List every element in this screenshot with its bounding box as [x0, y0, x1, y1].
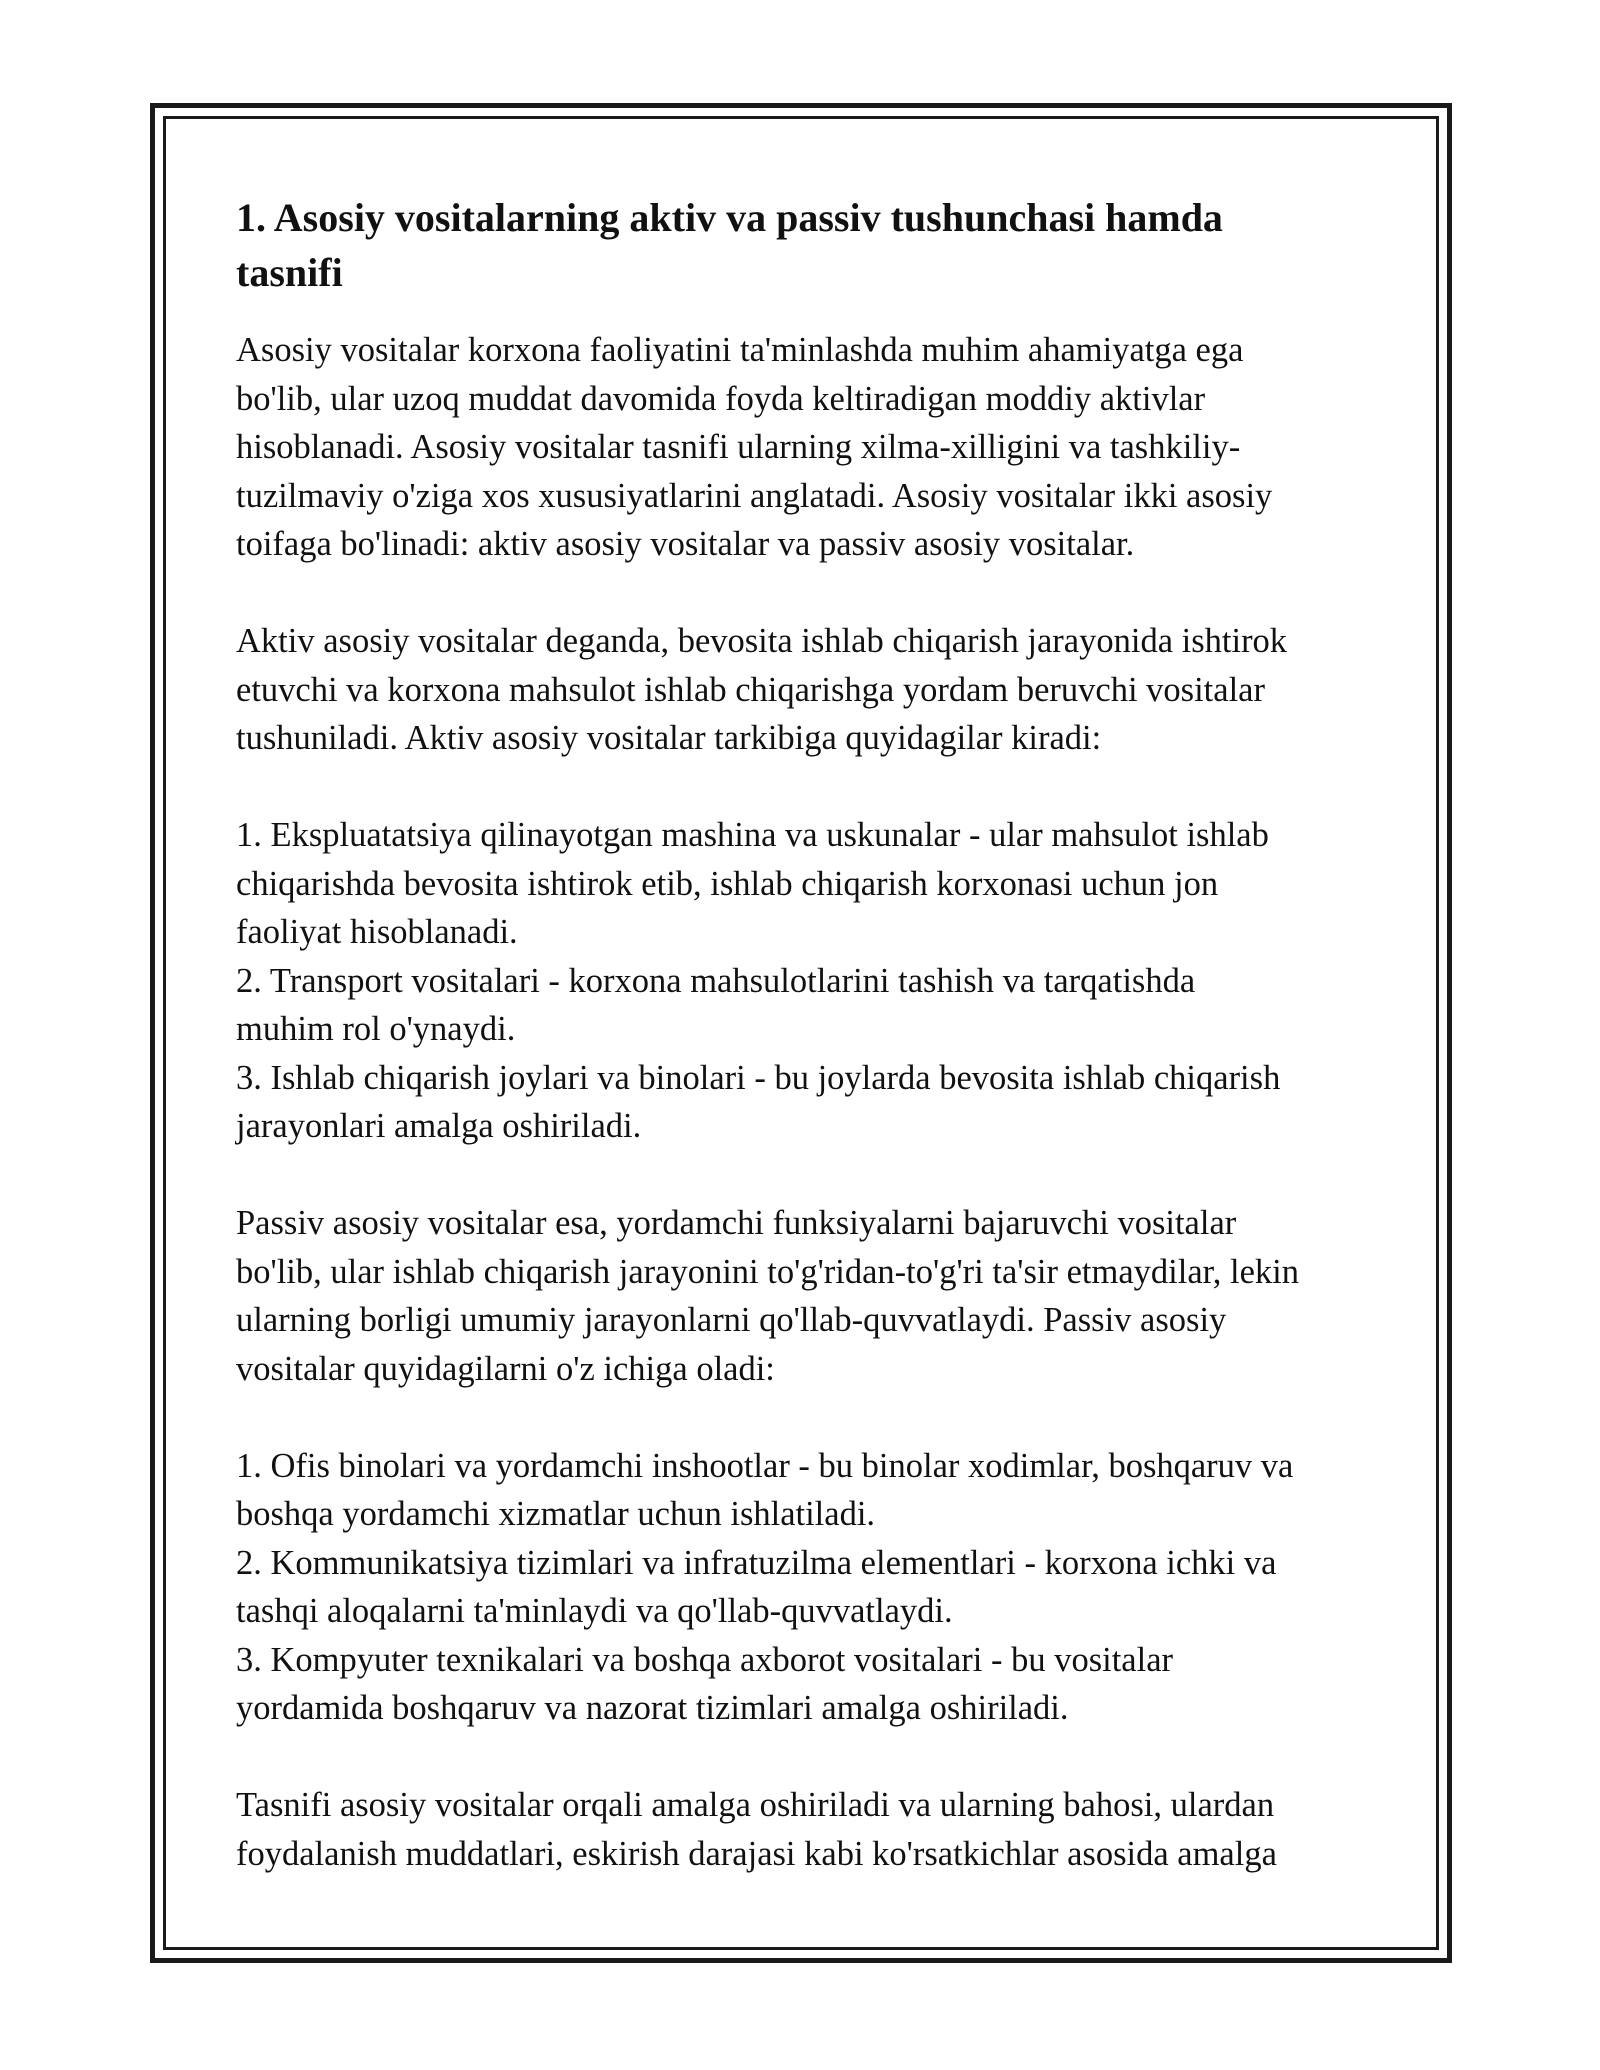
document-body: [236, 190, 1386, 1878]
section-heading: 1. Asosiy vositalarning aktiv va passiv tushunchasi hamda tasnifi: [236, 195, 1223, 295]
paragraph-passive-assets: Passiv asosiy vositalar esa, yordamchi funksiyalarni bajaruvchi vositalar bo'lib, ular ishlab chiqarish jarayonini to'g'ridan-to'g'ri ta'sir etmaydilar, lekin ularning borligi umumiy jarayonlarni qo'llab-quvvatlaydi. Passiv asosiy vositalar quyidagilarni o'z ichiga oladi:: [236, 1204, 1299, 1388]
list-active-assets: 1. Ekspluatatsiya qilinayotgan mashina va uskunalar - ular mahsulot ishlab chiqarishda bevosita ishtirok etib, ishlab chiqarish korxonasi uchun jon faoliyat hisoblanadi. 2. Transport vositalari - korxona mahsulotlarini tashish va tarqatishda muhim rol o'ynaydi. 3. Ishlab chiqarish joylari va binolari - bu joylarda bevosita ishlab chiqarish jarayonlari amalga oshiriladi.: [236, 816, 1281, 1145]
paragraph-classification: Tasnifi asosiy vositalar orqali amalga oshiriladi va ularning bahosi, ulardan foydalanish muddatlari, eskirish darajasi kabi ko'rsatkichlar asosida amalga: [236, 1786, 1277, 1873]
list-passive-assets: 1. Ofis binolari va yordamchi inshootlar - bu binolar xodimlar, boshqaruv va boshqa yordamchi xizmatlar uchun ishlatiladi. 2. Kommunikatsiya tizimlari va infratuzilma elementlari - korxona ichki va tashqi aloqalarni ta'minlaydi va qo'llab-quvvatlaydi. 3. Kompyuter texnikalari va boshqa axborot vositalari - bu vositalar yordamida boshqaruv va nazorat tizimlari amalga oshiriladi.: [236, 1446, 1294, 1727]
paragraph-intro: Asosiy vositalar korxona faoliyatini ta'minlashda muhim ahamiyatga ega bo'lib, ular uzoq muddat davomida foyda keltiradigan moddiy aktivlar hisoblanadi. Asosiy vositalar tasnifi ularning xilma-xilligini va tashkiliy- tuzilmaviy o'ziga xos xususiyatlarini anglatadi. Asosiy vositalar ikki asosiy toifaga bo'linadi: aktiv asosiy vositalar va passiv asosiy vositalar.: [236, 331, 1273, 563]
paragraph-active-assets: Aktiv asosiy vositalar deganda, bevosita ishlab chiqarish jarayonida ishtirok etuvchi va korxona mahsulot ishlab chiqarishga yordam beruvchi vositalar tushuniladi. Aktiv asosiy vositalar tarkibiga quyidagilar kiradi:: [236, 622, 1288, 757]
